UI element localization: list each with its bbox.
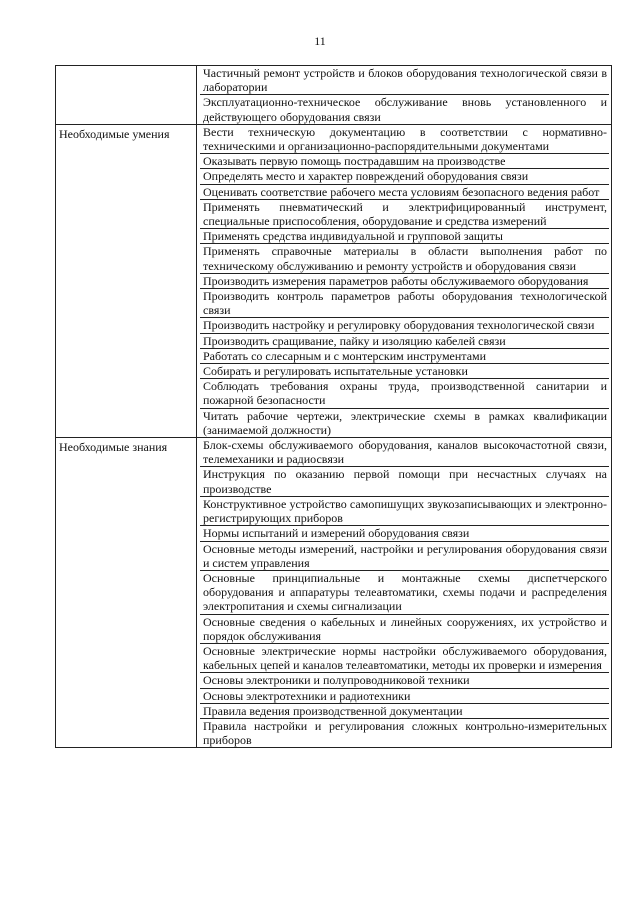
list-item: Основные электрические нормы настройки обслуживаемого оборудования, кабельных цепей и каналов телеавтоматики, методы их проверки и измерения: [200, 644, 609, 673]
list-item: Применять средства индивидуальной и групповой защиты: [200, 229, 609, 244]
list-item: Определять место и характер повреждений оборудования связи: [200, 169, 609, 184]
list-item: Основные сведения о кабельных и линейных сооружениях, их устройство и порядок обслуживания: [200, 615, 609, 644]
row-label: Необходимые знания: [56, 438, 197, 748]
table-row: [56, 66, 612, 125]
list-item: Применять пневматический и электрифицированный инструмент, специальные приспособления, оборудование и средства измерений: [200, 200, 609, 229]
row-label: Необходимые умения: [56, 124, 197, 437]
list-item: Производить настройку и регулировку оборудования технологической связи: [200, 318, 609, 333]
list-item: Правила настройки и регулирования сложных контрольно-измерительных приборов: [203, 718, 607, 748]
competency-table-body: [56, 66, 612, 748]
list-item: Частичный ремонт устройств и блоков оборудования технологической связи в лаборатории: [200, 66, 609, 95]
list-item: Основные методы измерений, настройки и регулирования оборудования связи и систем управления: [200, 542, 609, 571]
row-items: [197, 124, 612, 437]
competency-table: [55, 65, 612, 748]
list-item: Работать со слесарным и с монтерским инструментами: [200, 349, 609, 364]
list-item: Нормы испытаний и измерений оборудования связи: [200, 526, 609, 541]
list-item: Оценивать соответствие рабочего места условиям безопасного ведения работ: [200, 185, 609, 200]
list-item: Оказывать первую помощь пострадавшим на производстве: [200, 154, 609, 169]
list-item: Основные принципиальные и монтажные схемы диспетчерского оборудования и аппаратуры телеавтоматики, схемы подачи и распределения электропитания и схемы сигнализации: [200, 571, 609, 615]
list-item: Собирать и регулировать испытательные установки: [200, 364, 609, 379]
row-label: [56, 66, 197, 125]
row-items: [197, 438, 612, 748]
list-item: Блок-схемы обслуживаемого оборудования, каналов высокочастотной связи, телемеханики и радиосвязи: [200, 438, 609, 467]
page-number: 11: [314, 34, 326, 48]
list-item: Инструкция по оказанию первой помощи при несчастных случаях на производстве: [200, 467, 609, 496]
table-row: [56, 124, 612, 437]
list-item: Конструктивное устройство самопишущих звукозаписывающих и электронно-регистрирующих приборов: [200, 497, 609, 526]
list-item: Читать рабочие чертежи, электрические схемы в рамках квалификации (занимаемой должности): [203, 408, 607, 437]
table-row: [56, 438, 612, 748]
list-item: Производить сращивание, пайку и изоляцию кабелей связи: [200, 334, 609, 349]
list-item: Применять справочные материалы в области выполнения работ по техническому обслуживанию и ремонту устройств и оборудования связи: [200, 244, 609, 273]
list-item: Эксплуатационно-техническое обслуживание вновь установленного и действующего оборудования связи: [203, 95, 607, 124]
row-items: [197, 66, 612, 125]
list-item: Производить измерения параметров работы обслуживаемого оборудования: [200, 274, 609, 289]
list-item: Производить контроль параметров работы оборудования технологической связи: [200, 289, 609, 318]
list-item: Вести техническую документацию в соответствии с нормативно-техническими и организационно-распорядительными документами: [200, 125, 609, 154]
list-item: Соблюдать требования охраны труда, производственной санитарии и пожарной безопасности: [200, 379, 609, 408]
list-item: Правила ведения производственной документации: [200, 704, 609, 719]
list-item: Основы электротехники и радиотехники: [200, 689, 609, 704]
list-item: Основы электроники и полупроводниковой техники: [200, 673, 609, 688]
